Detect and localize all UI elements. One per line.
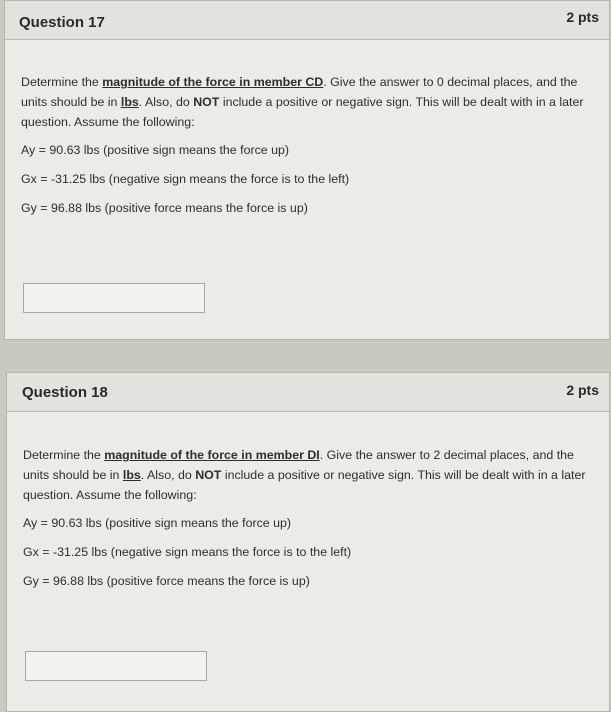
question-title: Question 18: [22, 384, 108, 401]
given-gx: Gx = -31.25 lbs (negative sign means the force is to the left): [23, 545, 352, 559]
question-18-card: [6, 372, 610, 712]
question-body: [21, 72, 601, 227]
question-points: 2 pts: [566, 9, 599, 25]
not-emphasis: NOT: [193, 95, 220, 109]
question-prompt: Determine the magnitude of the force in member CD. Give the answer to 0 decimal places, and the units should be in lbs. Also, do NOT include a positive or negative sign. This will be dealt with in a later question. Assume the following:: [21, 75, 584, 129]
member-reference: magnitude of the force in member CD: [102, 75, 324, 89]
answer-input[interactable]: [25, 651, 207, 681]
answer-input[interactable]: [23, 283, 205, 313]
given-gy: Gy = 96.88 lbs (positive force means the force is up): [23, 574, 310, 588]
given-ay: Ay = 90.63 lbs (positive sign means the force up): [23, 516, 292, 530]
question-header: [7, 373, 609, 412]
given-ay: Ay = 90.63 lbs (positive sign means the force up): [21, 143, 290, 157]
question-header: [5, 1, 609, 40]
question-17-card: [4, 0, 610, 340]
given-gy: Gy = 96.88 lbs (positive force means the force is up): [21, 201, 308, 215]
question-prompt: Determine the magnitude of the force in member DI. Give the answer to 2 decimal places, and the units should be in lbs. Also, do NOT include a positive or negative sign. This will be dealt with in a later question. Assume the following:: [23, 448, 586, 502]
member-reference: magnitude of the force in member DI: [104, 448, 320, 462]
question-points: 2 pts: [566, 382, 599, 398]
question-body: [23, 445, 601, 600]
given-gx: Gx = -31.25 lbs (negative sign means the force is to the left): [21, 172, 350, 186]
units-reference: lbs: [122, 468, 141, 482]
units-reference: lbs: [120, 95, 139, 109]
not-emphasis: NOT: [195, 468, 222, 482]
question-title: Question 17: [19, 14, 105, 31]
